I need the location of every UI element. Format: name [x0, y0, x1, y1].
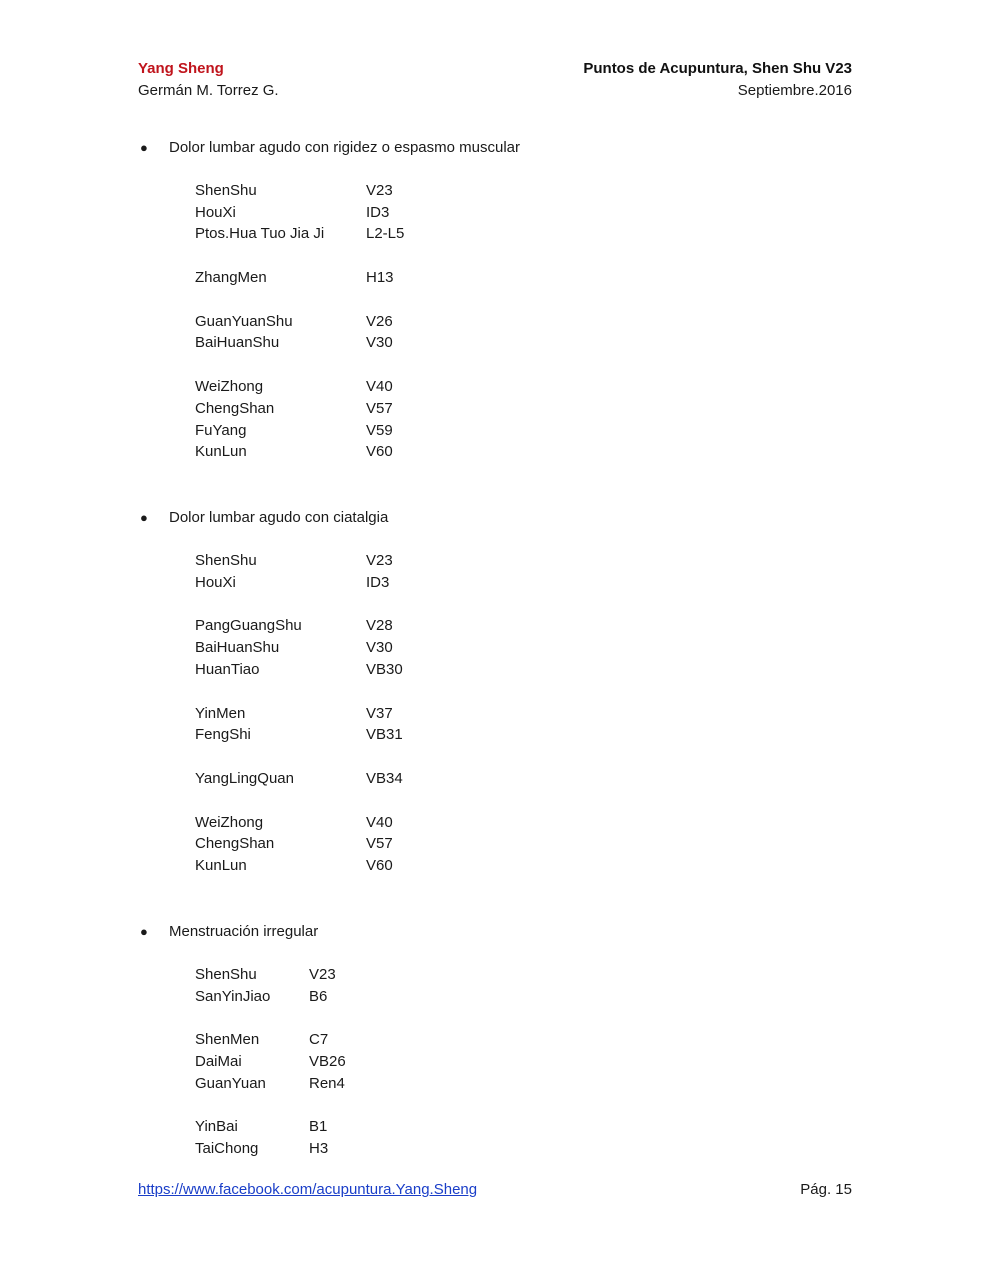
acupoint-name: DaiMai — [195, 1052, 242, 1070]
acupoint-name: HuanTiao — [195, 660, 260, 678]
acupoint-code: C7 — [309, 1031, 329, 1049]
acupoint-row — [195, 615, 852, 637]
acupoint-name: TaiChong — [195, 1140, 259, 1158]
acupoint-row — [195, 311, 852, 333]
acupoint-name: FengShi — [195, 726, 251, 744]
point-group — [195, 550, 852, 594]
document-body — [138, 137, 852, 1204]
acupoint-row — [195, 267, 852, 289]
acupoint-code: V57 — [366, 399, 393, 417]
acupoint-name: WeiZhong — [195, 813, 264, 831]
acupoint-row — [195, 1073, 852, 1095]
acupoint-row — [195, 180, 852, 202]
bullet-icon: ● — [140, 140, 148, 155]
acupoint-row — [195, 703, 852, 725]
acupoint-code: V59 — [366, 421, 393, 439]
acupoint-name: ShenShu — [195, 965, 257, 983]
point-group — [195, 703, 852, 747]
page-header — [138, 58, 852, 102]
acupoint-name: GuanYuan — [195, 1074, 266, 1092]
acupoint-row — [195, 1116, 852, 1138]
point-group — [195, 376, 852, 463]
document-title: Puntos de Acupuntura, Shen Shu V23 — [583, 60, 852, 77]
acupoint-code: VB26 — [309, 1052, 346, 1070]
acupoint-code: V28 — [366, 617, 393, 635]
acupoint-name: ChengShan — [195, 835, 275, 853]
treatment-section — [138, 507, 852, 877]
acupoint-name: ShenShu — [195, 551, 257, 569]
acupoint-name: BaiHuanShu — [195, 334, 280, 352]
brand-name: Yang Sheng — [138, 60, 224, 77]
header-row-1 — [138, 58, 852, 80]
acupoint-row — [195, 812, 852, 834]
acupoint-name: KunLun — [195, 443, 247, 461]
acupoint-row — [195, 420, 852, 442]
page-number: Pág. 15 — [800, 1181, 852, 1198]
acupoint-code: V30 — [366, 639, 393, 657]
acupoint-code: V30 — [366, 334, 393, 352]
acupoint-code: ID3 — [366, 203, 390, 221]
acupoint-row — [195, 398, 852, 420]
acupoint-name: WeiZhong — [195, 377, 264, 395]
section-heading: Dolor lumbar agudo con rigidez o espasmo muscular — [169, 139, 521, 156]
point-group — [195, 311, 852, 355]
acupoint-name: ZhangMen — [195, 268, 267, 286]
acupoint-row — [195, 223, 852, 245]
section-heading: Menstruación irregular — [169, 922, 319, 940]
point-group — [195, 267, 852, 289]
acupoint-name: KunLun — [195, 857, 247, 875]
point-group — [195, 964, 852, 1008]
acupoint-row — [195, 964, 852, 986]
acupoint-code: V40 — [366, 377, 393, 395]
document-date: Septiembre.2016 — [737, 82, 852, 99]
header-row-2 — [138, 80, 852, 102]
acupoint-row — [195, 376, 852, 398]
acupoint-code: V37 — [366, 704, 393, 722]
acupoint-name: YinMen — [195, 704, 246, 722]
acupoint-code: VB34 — [366, 769, 403, 787]
acupoint-row — [195, 202, 852, 224]
acupoint-name: PangGuangShu — [195, 617, 302, 635]
acupoint-row — [195, 332, 852, 354]
acupoint-code: V60 — [366, 857, 393, 875]
acupoint-row — [195, 986, 852, 1008]
section-heading-line — [138, 921, 852, 943]
bullet-icon: ● — [140, 510, 148, 526]
acupoint-code: V26 — [366, 312, 393, 330]
page-footer — [138, 1179, 852, 1201]
acupoint-code: B1 — [309, 1118, 328, 1136]
acupoint-code: V23 — [366, 551, 393, 569]
acupoint-name: BaiHuanShu — [195, 639, 280, 657]
section-heading-line — [138, 507, 852, 529]
acupoint-row — [195, 1138, 852, 1160]
facebook-link[interactable]: https://www.facebook.com/acupuntura.Yang.Sheng — [138, 1181, 478, 1198]
treatment-section — [138, 921, 852, 1160]
acupoint-row — [195, 550, 852, 572]
acupoint-code: V23 — [366, 181, 393, 199]
point-group — [195, 615, 852, 680]
acupoint-name: ChengShan — [195, 399, 275, 417]
point-group — [195, 180, 852, 245]
acupoint-code: V57 — [366, 835, 393, 853]
acupoint-row — [195, 855, 852, 877]
acupoint-code: H3 — [309, 1140, 329, 1158]
acupoint-code: H13 — [366, 268, 394, 286]
acupoint-code: Ren4 — [309, 1074, 345, 1092]
acupoint-row — [195, 1051, 852, 1073]
point-group — [195, 768, 852, 790]
point-group — [195, 1116, 852, 1160]
acupoint-name: HouXi — [195, 573, 236, 591]
acupoint-name: GuanYuanShu — [195, 312, 293, 330]
acupoint-name: ShenMen — [195, 1031, 260, 1049]
author-name: Germán M. Torrez G. — [138, 82, 279, 99]
acupoint-code: B6 — [309, 987, 328, 1005]
acupoint-name: HouXi — [195, 203, 236, 221]
acupoint-code: L2-L5 — [366, 225, 405, 243]
treatment-section — [138, 137, 852, 463]
acupoint-name: YangLingQuan — [195, 769, 294, 787]
point-group — [195, 1029, 852, 1094]
acupoint-name: YinBai — [195, 1118, 238, 1136]
acupoint-code: VB30 — [366, 660, 403, 678]
acupoint-row — [195, 572, 852, 594]
acupoint-row — [195, 1029, 852, 1051]
acupoint-code: V23 — [309, 965, 336, 983]
acupoint-name: SanYinJiao — [195, 987, 271, 1005]
acupoint-row — [195, 833, 852, 855]
acupoint-row — [195, 768, 852, 790]
acupoint-name: FuYang — [195, 421, 247, 439]
acupoint-code: ID3 — [366, 573, 390, 591]
acupoint-name: ShenShu — [195, 181, 257, 199]
bullet-icon: ● — [140, 923, 148, 939]
acupoint-code: V40 — [366, 813, 393, 831]
point-group — [195, 812, 852, 877]
acupoint-code: VB31 — [366, 726, 403, 744]
acupoint-row — [195, 441, 852, 463]
acupoint-name: Ptos.Hua Tuo Jia Ji — [195, 225, 325, 243]
acupoint-row — [195, 659, 852, 681]
acupoint-code: V60 — [366, 443, 393, 461]
section-heading-line — [138, 137, 852, 159]
acupoint-row — [195, 637, 852, 659]
acupoint-row — [195, 724, 852, 746]
section-heading: Dolor lumbar agudo con ciatalgia — [169, 509, 389, 527]
